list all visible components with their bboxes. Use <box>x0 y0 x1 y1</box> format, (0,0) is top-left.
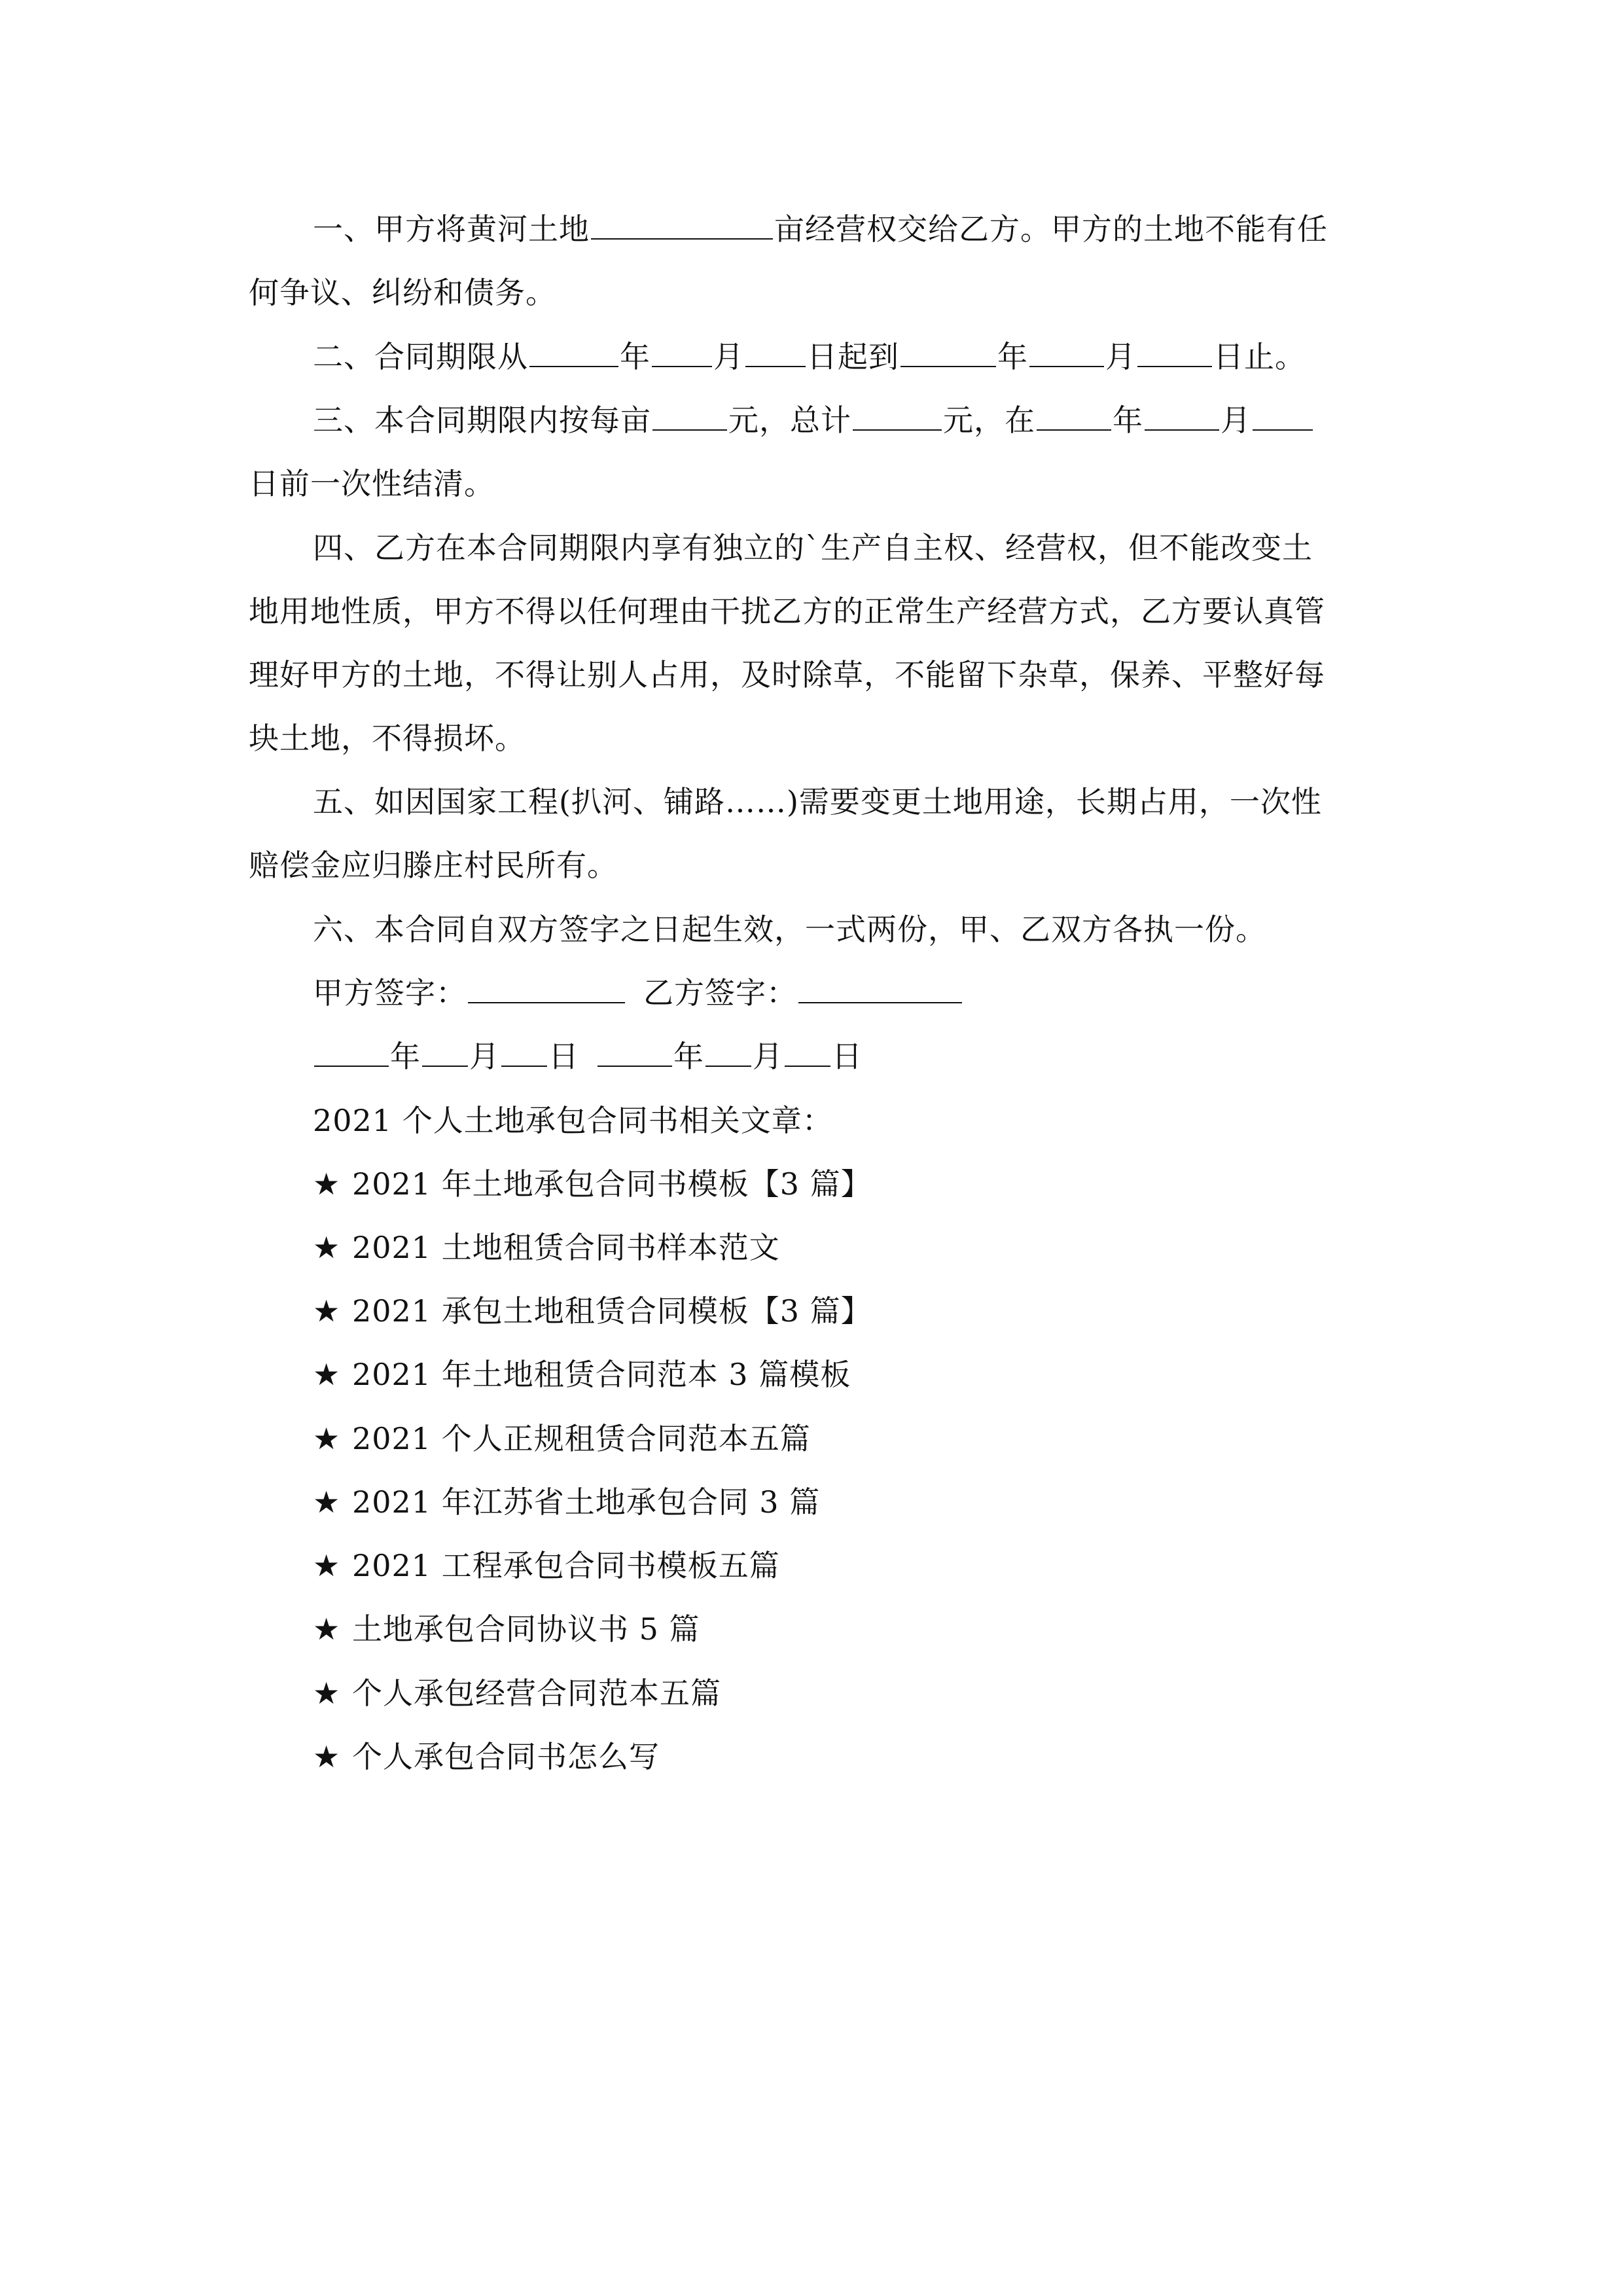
total-amount-blank[interactable] <box>853 401 942 431</box>
start-year-blank[interactable] <box>529 337 618 367</box>
related-article-link[interactable] <box>313 1354 1452 1395</box>
clause-2-year-1: 年 <box>620 339 651 374</box>
party-a-signature-label: 甲方签字： <box>313 975 467 1011</box>
related-article-link[interactable] <box>313 1481 1452 1523</box>
party-b-month-blank[interactable] <box>705 1037 751 1067</box>
party-b-day-label: 日 <box>832 1039 863 1074</box>
related-article-link[interactable] <box>313 1418 1452 1460</box>
related-article-title[interactable]: 2021 土地租赁合同书样本范文 <box>352 1230 780 1265</box>
clause-1-text-b: 亩经营权交给乙方。甲方的土地不能有任 <box>774 211 1328 247</box>
related-article-title[interactable]: 个人承包合同书怎么写 <box>352 1739 660 1774</box>
signature-line <box>313 972 1452 1014</box>
clause-3-yuan-2: 元，在 <box>943 403 1035 438</box>
party-b-signature-field[interactable] <box>798 973 962 1003</box>
end-year-blank[interactable] <box>901 337 996 367</box>
related-article-title[interactable]: 2021 工程承包合同书模板五篇 <box>352 1548 780 1583</box>
related-article-title[interactable]: 个人承包经营合同范本五篇 <box>352 1676 721 1711</box>
star-icon: ★ <box>313 1548 341 1583</box>
end-month-blank[interactable] <box>1029 337 1104 367</box>
price-per-mu-blank[interactable] <box>652 401 727 431</box>
party-b-year-label: 年 <box>673 1039 704 1074</box>
related-article-link[interactable] <box>313 1227 1452 1268</box>
party-a-day-label: 日 <box>548 1039 579 1074</box>
clause-2-day-2: 日止。 <box>1213 339 1306 374</box>
clause-4-line-4: 块土地，不得损坏。 <box>249 721 526 756</box>
party-a-month-label: 月 <box>469 1039 500 1074</box>
star-icon: ★ <box>313 1611 341 1647</box>
party-a-year-blank[interactable] <box>314 1037 389 1067</box>
related-articles-heading: 2021 个人土地承包合同书相关文章： <box>313 1103 833 1138</box>
clause-4-line-3: 理好甲方的土地，不得让别人占用，及时除草，不能留下杂草，保养、平整好每 <box>249 657 1325 692</box>
related-article-title[interactable]: 2021 年土地承包合同书模板【3 篇】 <box>352 1166 872 1202</box>
star-icon: ★ <box>313 1230 341 1265</box>
clause-3-line-2: 日前一次性结清。 <box>249 466 495 501</box>
star-icon: ★ <box>313 1357 341 1392</box>
signature-date-line <box>313 1035 1452 1077</box>
clause-3-line-1 <box>313 399 1452 441</box>
clause-4-line-1: 四、乙方在本合同期限内享有独立的`生产自主权、经营权，但不能改变土 <box>313 530 1313 565</box>
related-article-title[interactable]: 2021 年土地租赁合同范本 3 篇模板 <box>352 1357 851 1392</box>
star-icon: ★ <box>313 1676 341 1711</box>
clause-4-line-2: 地用地性质，甲方不得以任何理由干扰乙方的正常生产经营方式，乙方要认真管 <box>249 594 1325 629</box>
pay-year-blank[interactable] <box>1037 401 1111 431</box>
start-month-blank[interactable] <box>652 337 712 367</box>
related-article-link[interactable] <box>313 1290 1452 1332</box>
clause-2-day-1: 日起到 <box>807 339 899 374</box>
clause-3-yuan-1: 元，总计 <box>728 403 851 438</box>
clause-1-line-1 <box>313 208 1452 250</box>
star-icon: ★ <box>313 1739 341 1774</box>
clause-5-line-1: 五、如因国家工程(扒河、铺路……)需要变更土地用途，长期占用，一次性 <box>313 784 1322 819</box>
related-article-link[interactable] <box>313 1608 1452 1650</box>
related-article-title[interactable]: 2021 承包土地租赁合同模板【3 篇】 <box>352 1293 872 1329</box>
party-b-day-blank[interactable] <box>785 1037 830 1067</box>
party-a-month-blank[interactable] <box>422 1037 468 1067</box>
clause-2-year-2: 年 <box>997 339 1028 374</box>
clause-2-month-2: 月 <box>1105 339 1136 374</box>
star-icon: ★ <box>313 1421 341 1456</box>
star-icon: ★ <box>313 1166 341 1202</box>
clause-3-year: 年 <box>1113 403 1143 438</box>
pay-day-blank[interactable] <box>1253 401 1313 431</box>
party-b-signature-label: 乙方签字： <box>643 975 797 1011</box>
clause-1-line-2: 何争议、纠纷和债务。 <box>249 275 556 310</box>
related-article-title[interactable]: 2021 个人正规租赁合同范本五篇 <box>352 1421 811 1456</box>
related-article-link[interactable] <box>313 1545 1452 1587</box>
clause-3-month: 月 <box>1221 403 1251 438</box>
related-article-link[interactable] <box>313 1672 1452 1714</box>
party-b-month-label: 月 <box>753 1039 783 1074</box>
party-a-day-blank[interactable] <box>501 1037 547 1067</box>
party-b-year-blank[interactable] <box>597 1037 672 1067</box>
clause-2-line <box>313 336 1452 378</box>
end-day-blank[interactable] <box>1137 337 1212 367</box>
clause-5-line-2: 赔偿金应归滕庄村民所有。 <box>249 848 618 883</box>
party-a-year-label: 年 <box>390 1039 421 1074</box>
related-article-title[interactable]: 土地承包合同协议书 5 篇 <box>352 1611 700 1647</box>
clause-2-month-1: 月 <box>713 339 744 374</box>
related-article-title[interactable]: 2021 年江苏省土地承包合同 3 篇 <box>352 1484 821 1520</box>
party-a-signature-field[interactable] <box>468 973 625 1003</box>
clause-1-text-a: 一、甲方将黄河土地 <box>313 211 590 247</box>
clause-3-text-a: 三、本合同期限内按每亩 <box>313 403 651 438</box>
star-icon: ★ <box>313 1293 341 1329</box>
related-article-link[interactable] <box>313 1163 1452 1205</box>
star-icon: ★ <box>313 1484 341 1520</box>
clause-6-line: 六、本合同自双方签字之日起生效，一式两份，甲、乙双方各执一份。 <box>313 912 1266 947</box>
acreage-blank[interactable] <box>591 209 773 240</box>
clause-2-text-a: 二、合同期限从 <box>313 339 528 374</box>
related-article-link[interactable] <box>313 1736 1452 1778</box>
start-day-blank[interactable] <box>745 337 806 367</box>
pay-month-blank[interactable] <box>1145 401 1219 431</box>
